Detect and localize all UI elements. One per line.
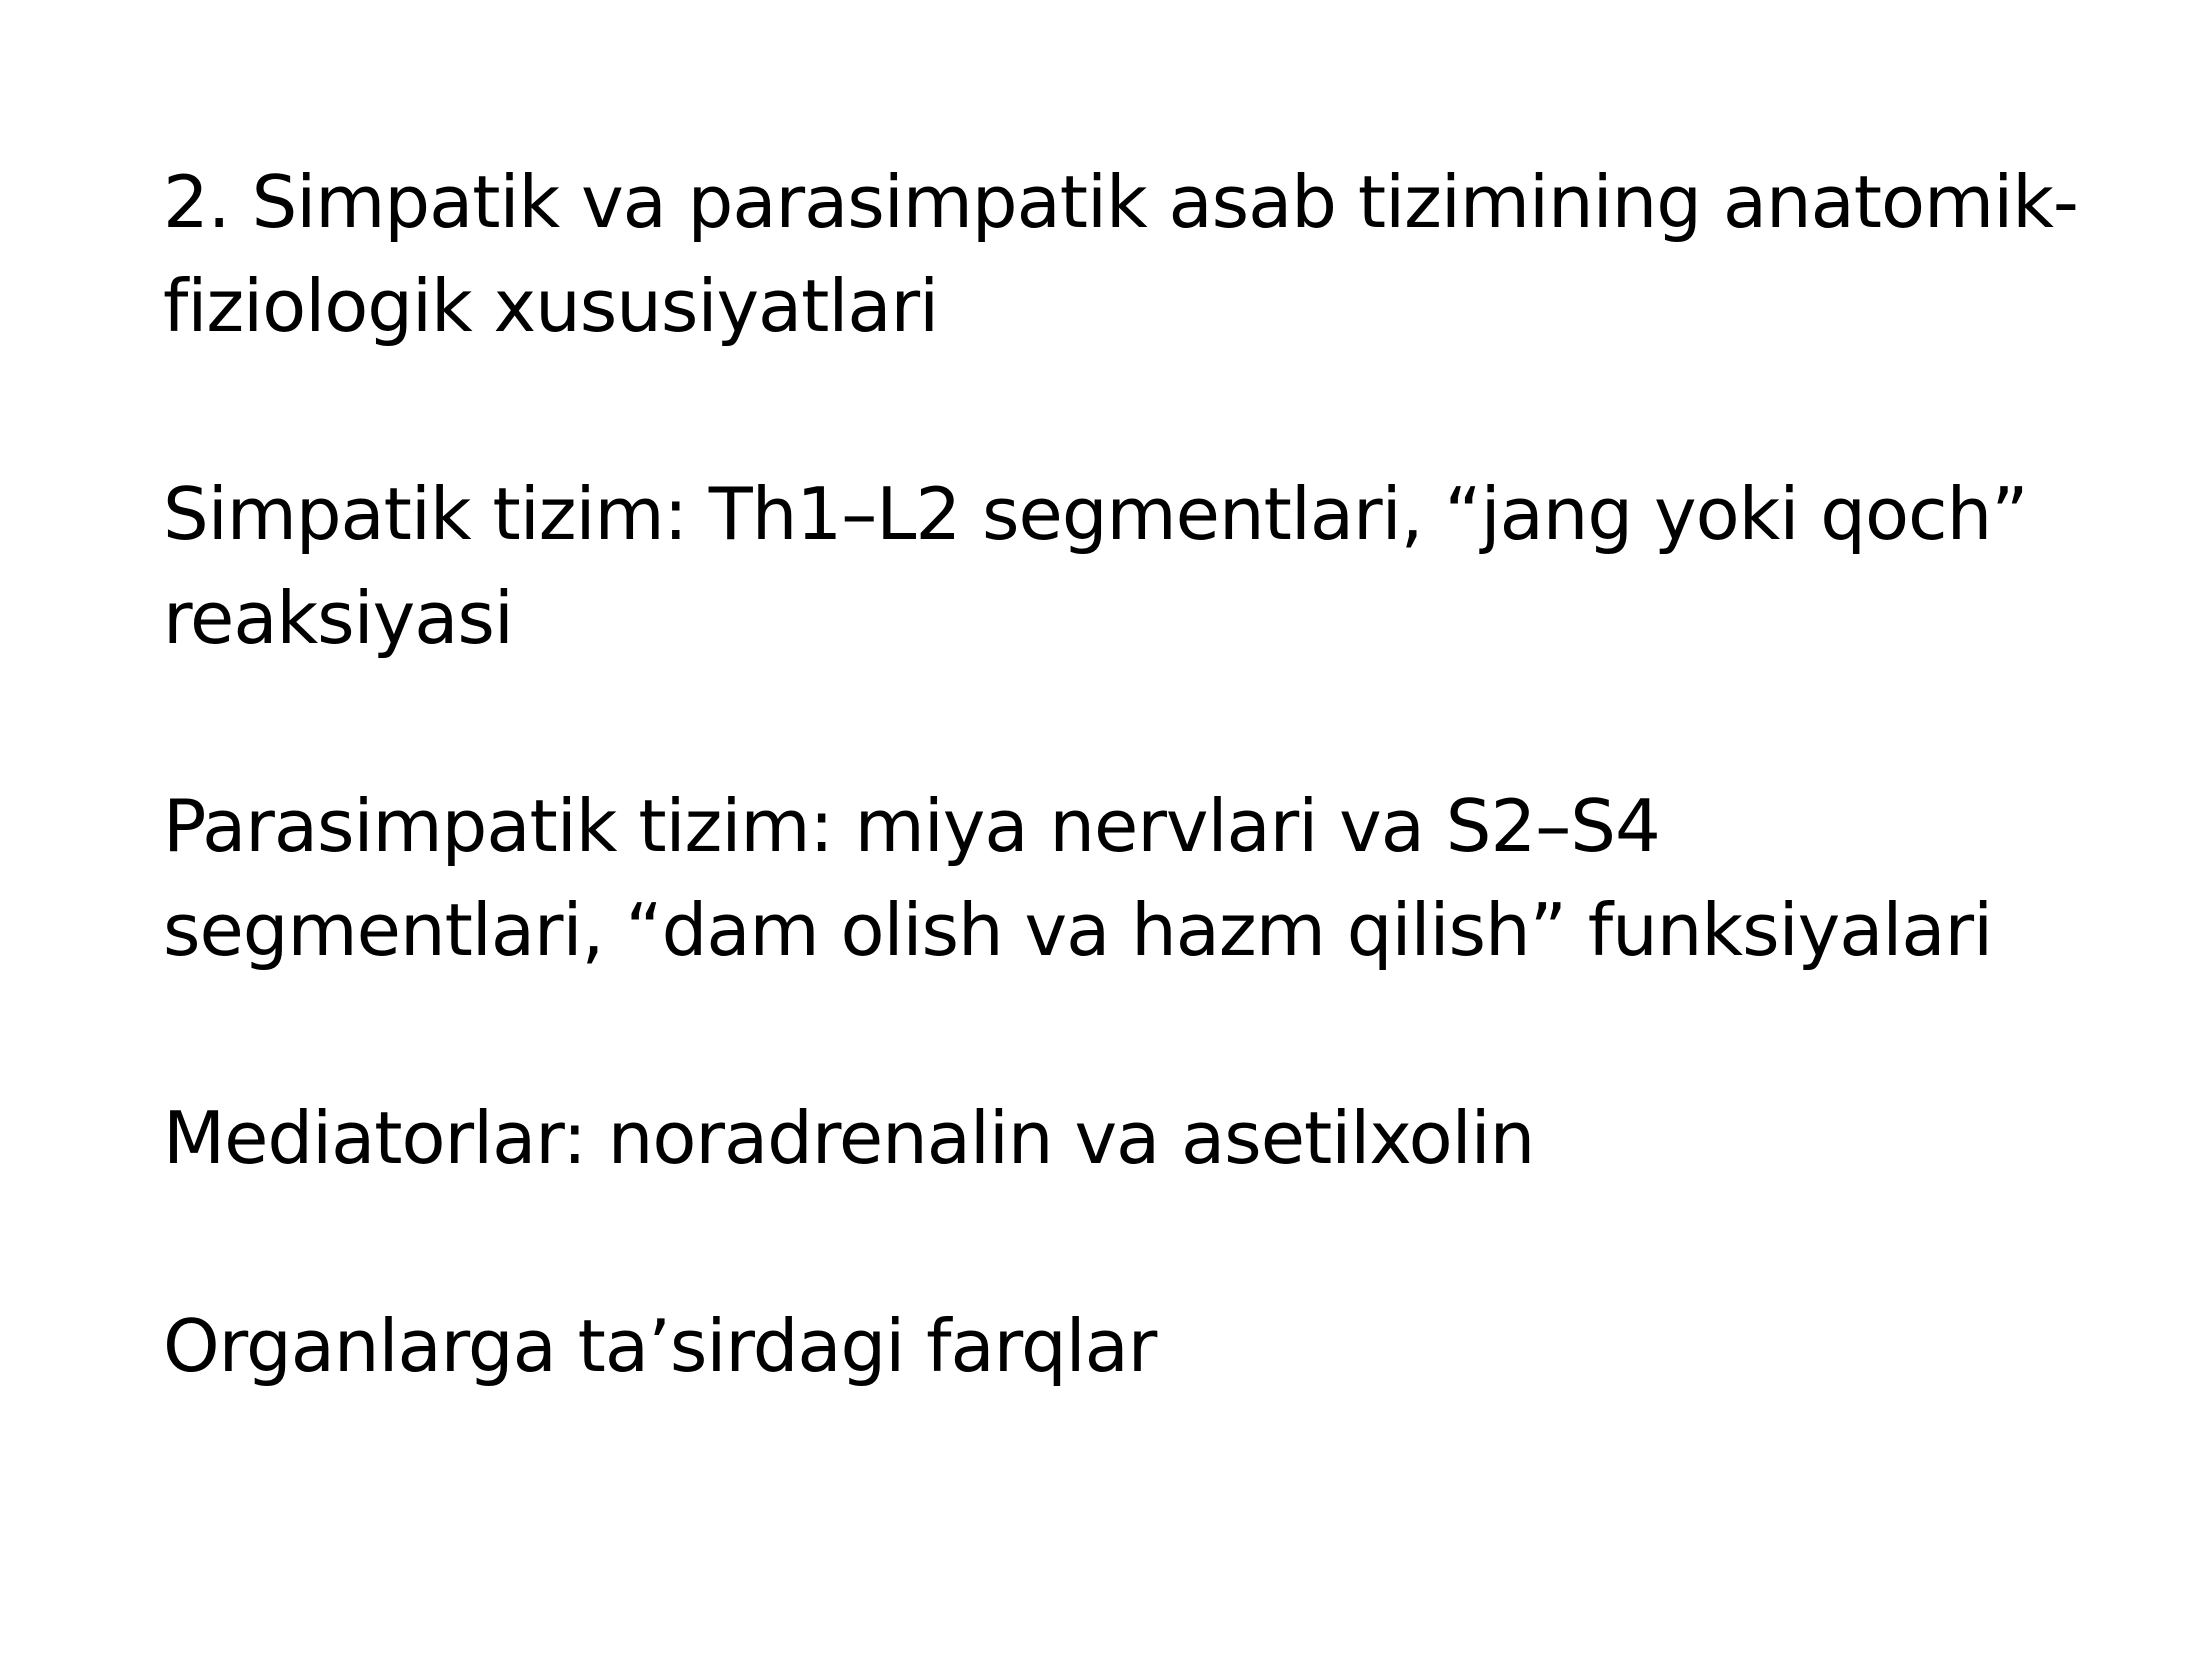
simpatik-line-1: Simpatik tizim: Th1–L2 segmentlari, “jang yoki qoch” — [163, 472, 2028, 556]
mediatorlar-paragraph — [163, 1086, 2093, 1190]
heading-line-2: fiziologik xususiyatlari — [163, 264, 939, 348]
organlar-paragraph — [163, 1294, 2093, 1398]
heading-paragraph — [163, 150, 2093, 358]
slide-content — [163, 150, 2093, 1398]
parasimpatik-line-1: Parasimpatik tizim: miya nervlari va S2–S4 — [163, 784, 1660, 868]
parasimpatik-line-2: segmentlari, “dam olish va hazm qilish” funksiyalari — [163, 888, 1993, 972]
organlar-line: Organlarga ta’sirdagi farqlar — [163, 1304, 1157, 1388]
parasimpatik-paragraph — [163, 774, 2093, 982]
heading-line-1: 2. Simpatik va parasimpatik asab tizimining anatomik- — [163, 160, 2078, 244]
simpatik-paragraph — [163, 462, 2093, 670]
simpatik-line-2: reaksiyasi — [163, 576, 513, 660]
mediatorlar-line: Mediatorlar: noradrenalin va asetilxolin — [163, 1096, 1535, 1180]
